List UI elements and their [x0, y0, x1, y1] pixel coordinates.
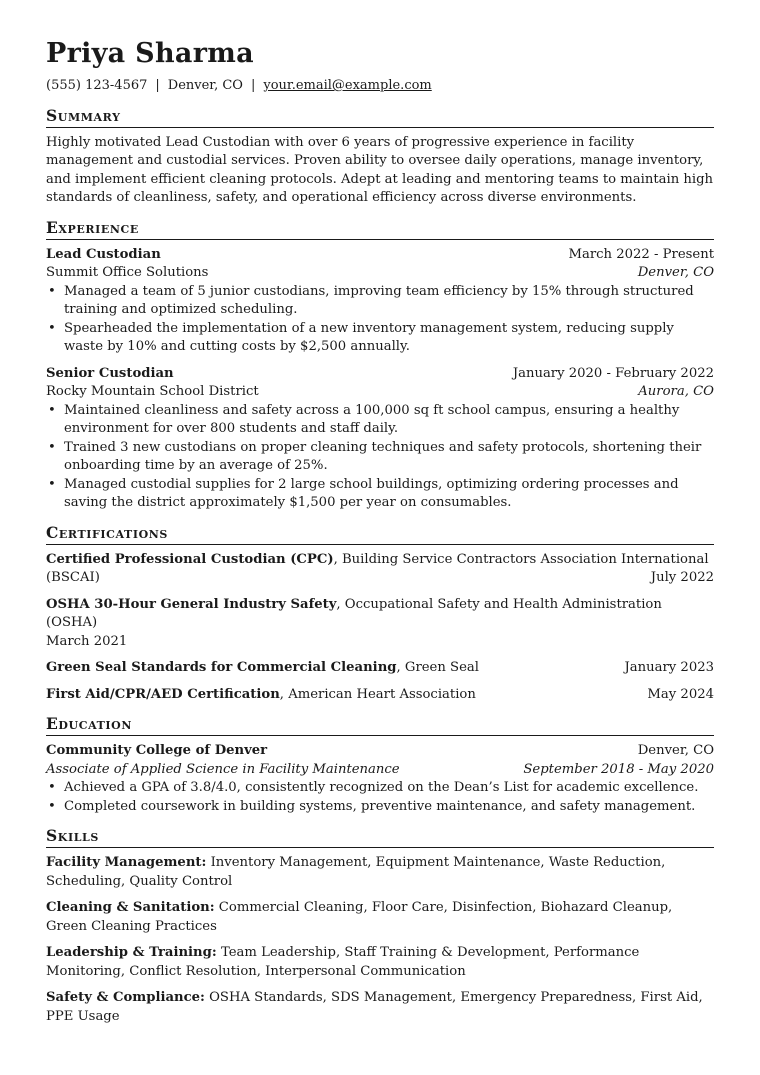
certification-entry: First Aid/CPR/AED Certification, American Heart Association May 2024	[46, 686, 714, 705]
education-entry	[46, 742, 714, 816]
skill-category: Leadership & Training:	[46, 945, 217, 960]
skill-list: Team Leadership, Staff Training & Development, Performance Monitoring, Conflict Resolution, Interpersonal Communication	[46, 945, 640, 979]
certification-issuer: Green Seal	[404, 660, 479, 675]
certification-issuer: Occupational Safety and Health Administration (OSHA)	[46, 596, 662, 630]
bullet-item: • Trained 3 new custodians on proper cleaning techniques and safety protocols, shortening their onboarding time by an average of 25%.	[64, 439, 714, 476]
candidate-name: Priya Sharma	[46, 38, 254, 69]
separator: |	[250, 78, 256, 93]
skill-entry	[46, 944, 714, 981]
school-location: Denver, CO	[637, 743, 714, 758]
certification-entry: Green Seal Standards for Commercial Cleaning, Green Seal January 2023	[46, 659, 714, 678]
contact-line	[46, 77, 714, 96]
certification-entry: Certified Professional Custodian (CPC), Building Service Contractors Association International (BSCAI) July 2022	[46, 551, 714, 588]
skill-list: Commercial Cleaning, Floor Care, Disinfection, Biohazard Cleanup, Green Cleaning Practices	[46, 900, 673, 934]
skill-entry	[46, 854, 714, 891]
certification-date: January 2023	[624, 660, 714, 675]
certification-name: Certified Professional Custodian (CPC)	[46, 551, 334, 567]
skill-list: OSHA Standards, SDS Management, Emergency Preparedness, First Aid, PPE Usage	[46, 990, 703, 1024]
section-title-education: Education	[46, 714, 714, 736]
job-title: Senior Custodian	[46, 365, 174, 381]
section-title-summary: Summary	[46, 106, 714, 128]
bullet-item: • Completed coursework in building systems, preventive maintenance, and safety management.	[64, 798, 714, 817]
education-dates: September 2018 - May 2020	[523, 761, 714, 777]
skill-category: Safety & Compliance:	[46, 990, 205, 1005]
bullet-item: • Spearheaded the implementation of a new inventory management system, reducing supply waste by 10% and cutting costs by $2,500 annually.	[64, 320, 714, 357]
bullet-item: • Managed custodial supplies for 2 large school buildings, optimizing ordering processes and saving the district approximately $1,500 per year on consumables.	[64, 476, 714, 513]
job-location: Aurora, CO	[638, 384, 714, 399]
education-bullets	[46, 779, 714, 816]
job-entry	[46, 365, 714, 513]
separator: |	[155, 78, 160, 93]
resume-page	[46, 38, 714, 1034]
certification-name: First Aid/CPR/AED Certification	[46, 686, 280, 702]
summary-section	[46, 134, 714, 208]
job-dates: March 2022 - Present	[568, 246, 714, 262]
certification-date: July 2022	[650, 570, 714, 585]
summary-text: Highly motivated Lead Custodian with over 6 years of progressive experience in facility management and custodial services. Proven ability to oversee daily operations, manage inventory, and implement efficient cleaning protocols. Adept at leading and mentoring teams to maintain high standards of cleanliness, safety, and operational efficiency across diverse environments.	[46, 134, 714, 205]
school-name: Community College of Denver	[46, 743, 268, 758]
certification-issuer: Building Service Contractors Association International (BSCAI)	[46, 551, 709, 585]
bullet-item: • Maintained cleanliness and safety across a 100,000 sq ft school campus, ensuring a healthy environment for over 800 students and staff daily.	[64, 402, 714, 439]
certification-entry: OSHA 30-Hour General Industry Safety, Occupational Safety and Health Administration (OSHA) March 2021	[46, 596, 714, 652]
job-location: Denver, CO	[637, 265, 714, 280]
section-title-skills: Skills	[46, 826, 714, 848]
section-title-certifications: Certifications	[46, 523, 714, 545]
phone-number: (555) 123-4567	[46, 78, 148, 93]
job-entry	[46, 246, 714, 357]
company-name: Rocky Mountain School District	[46, 384, 259, 399]
skill-category: Cleaning & Sanitation:	[46, 900, 215, 915]
company-name: Summit Office Solutions	[46, 265, 209, 280]
location: Denver, CO	[167, 78, 243, 93]
job-bullets	[46, 402, 714, 513]
bullet-item: • Managed a team of 5 junior custodians, improving team efficiency by 15% through structured training and optimized scheduling.	[64, 283, 714, 320]
section-title-experience: Experience	[46, 218, 714, 240]
certification-name: OSHA 30-Hour General Industry Safety	[46, 596, 337, 612]
job-bullets	[46, 283, 714, 357]
certification-name: Green Seal Standards for Commercial Cleaning	[46, 660, 397, 675]
email-link[interactable]: your.email@example.com	[263, 78, 432, 93]
bullet-item: • Achieved a GPA of 3.8/4.0, consistently recognized on the Dean’s List for academic excellence.	[64, 779, 714, 798]
job-dates: January 2020 - February 2022	[512, 365, 714, 381]
skill-list: Inventory Management, Equipment Maintenance, Waste Reduction, Scheduling, Quality Control	[46, 855, 666, 889]
skill-entry	[46, 989, 714, 1026]
certification-date: March 2021	[46, 633, 128, 649]
skill-entry	[46, 899, 714, 936]
degree-name: Associate of Applied Science in Facility Maintenance	[46, 761, 400, 777]
skill-category: Facility Management:	[46, 855, 207, 870]
certification-issuer: American Heart Association	[288, 686, 476, 702]
certification-date: May 2024	[647, 686, 714, 702]
job-title: Lead Custodian	[46, 246, 161, 262]
